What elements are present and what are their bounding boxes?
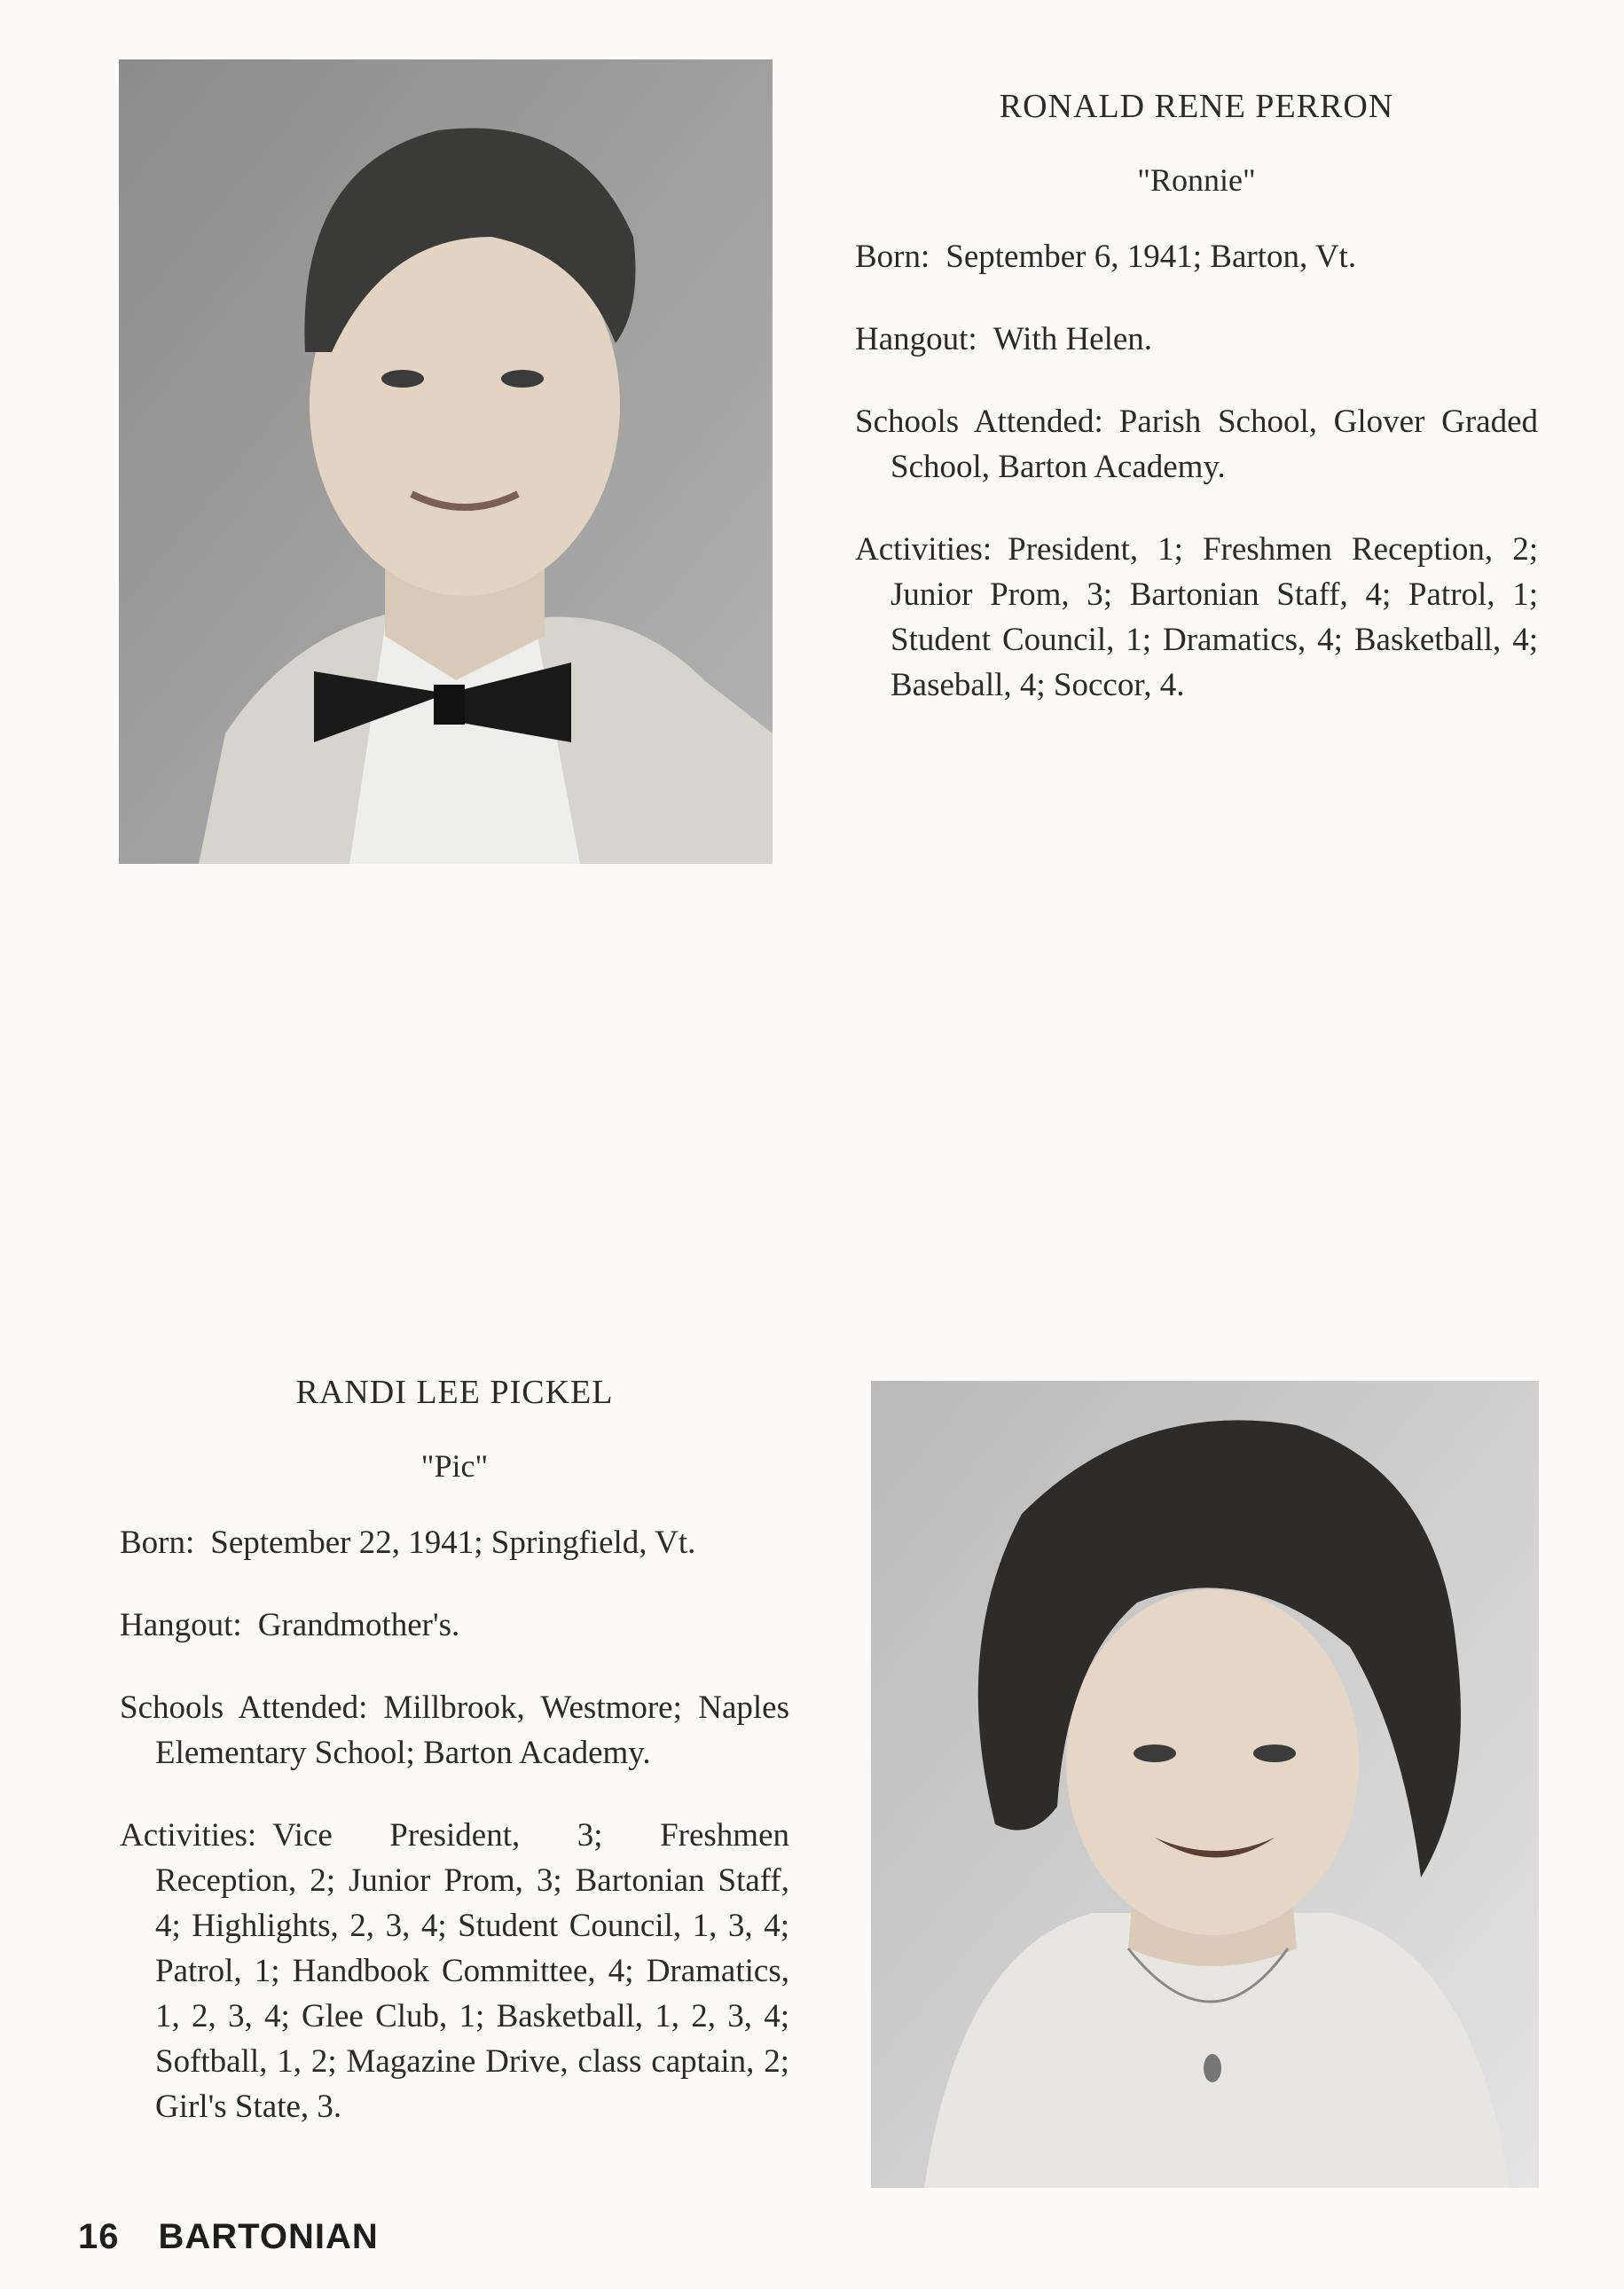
hangout-label: Hangout: [120, 1607, 242, 1643]
hangout-label: Hangout: [855, 321, 977, 357]
portrait-ronald-perron [119, 59, 773, 864]
hangout-value: Grandmother's. [257, 1607, 460, 1643]
schools-entry [120, 1685, 789, 1776]
student-nickname: "Ronnie" [1137, 162, 1256, 198]
born-label: Born: [120, 1525, 195, 1561]
student-name: RONALD RENE PERRON [999, 88, 1394, 125]
page-number: 16 [78, 2217, 120, 2256]
publication-title: BARTONIAN [158, 2217, 379, 2256]
activities-label: Activities: [855, 531, 992, 568]
born-entry [120, 1520, 789, 1565]
born-label: Born: [855, 239, 930, 275]
student-bio-perron [855, 84, 1538, 745]
born-entry [855, 234, 1538, 279]
activities-value: Vice President, 3; Freshmen Reception, 2; Junior Prom, 3; Bartonian Staff, 4; Highlights, 2, 3, 4; Student Council, 1, 3, 4; Patrol, 1; Handbook Committee, 4; Dramatics, 1, 2, 3, 4; Glee Club, 1; Basketball, 1, 2, 3, 4; Softball, 1, 2; Magazine Drive, class captain, 2; Girl's State, 3. [155, 1817, 789, 2125]
activities-label: Activities: [120, 1817, 257, 1854]
portrait-randi-pickel [871, 1381, 1539, 2188]
schools-entry [855, 399, 1538, 490]
portrait-photo-image [119, 59, 773, 864]
schools-value: Parish School, Glover Graded School, Barton Academy. [890, 404, 1538, 485]
born-value: September 22, 1941; Springfield, Vt. [210, 1525, 696, 1561]
page-footer [78, 2217, 379, 2257]
hangout-entry [855, 317, 1538, 362]
activities-entry [120, 1813, 789, 2129]
schools-value: Millbrook, Westmore; Naples Elementary School; Barton Academy. [155, 1689, 790, 1771]
portrait-photo-image [871, 1381, 1539, 2188]
schools-label: Schools Attended: [120, 1689, 368, 1726]
student-name: RANDI LEE PICKEL [295, 1374, 614, 1411]
student-nickname: "Pic" [420, 1448, 489, 1484]
hangout-entry [120, 1603, 789, 1648]
hangout-value: With Helen. [992, 321, 1153, 357]
student-bio-pickel [120, 1370, 789, 2167]
activities-value: President, 1; Freshmen Reception, 2; Junior Prom, 3; Bartonian Staff, 4; Patrol, 1; Student Council, 1; Dramatics, 4; Basketball, 4; Baseball, 4; Soccor, 4. [890, 531, 1538, 703]
born-value: September 6, 1941; Barton, Vt. [945, 239, 1357, 275]
schools-label: Schools Attended: [855, 404, 1103, 440]
activities-entry [855, 527, 1538, 708]
